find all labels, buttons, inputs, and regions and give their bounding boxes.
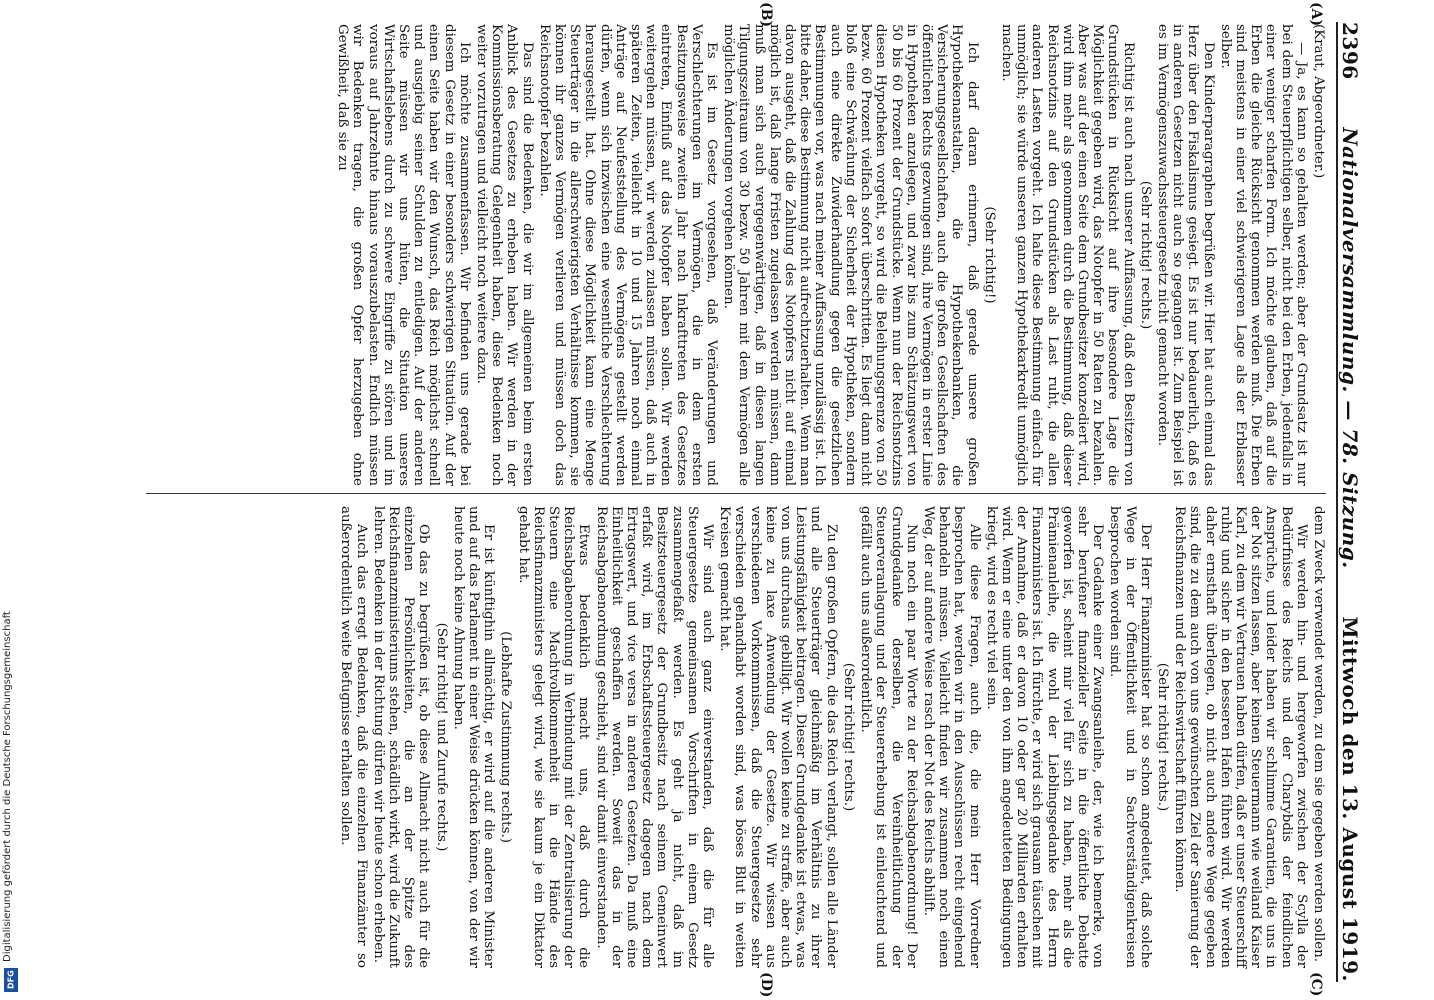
paragraph: Das sind die Bedenken, die wir im allgemeinen beim ersten Anblick des Gesetzes zu erheben haben. Wir werden in der Kommissionsberatung Gelegenheit haben, diese Bedenken noch weiter vorzutragen und vielleicht noch weitere dazu. <box>474 24 535 486</box>
interjection: (Lebhafte Zustimmung rechts.) <box>498 631 514 843</box>
paragraph: dem Zweck verwendet werden, zu dem sie gegeben werden sollen. <box>1311 506 1326 963</box>
margin-marker-b: (B) <box>758 2 774 28</box>
interjection: (Sehr richtig! rechts.) <box>1154 662 1170 812</box>
paragraph: Auch das erregt Bedenken, daß die einzelnen Finanzämter so außerordentlich weite Befugnisse erhalten sollen. <box>338 506 369 968</box>
paragraph: Wir werden hin- und hergeworfen zwischen der Scylla der Bedürfnisse des Reichs und der Charybdis der feindlichen Ansprüche, und leider haben wir schlimme Garantien, die uns in der Not sitzen lassen, aber keinen Steuermann wie weiland Kaiser Karl, zu dem wir Vertrauen haben dürfen, daß er unser Steuerschiff ruhig und sicher in den besseren Hafen führen wird. Wir werden daher ernsthaft überlegen, ob nicht auch andere Wege gegeben sind, die zu dem auch von uns gewünschten Ziel der Sanierung der Reichsfinanzen und der Reichswirtschaft führen können. <box>1172 506 1309 968</box>
paragraph: Ich darf daran erinnern, daß gerade unsere großen Hypothekenanstalten, die Hypothekenbanken, die Versicherungsgesellschaften, auch die großen Gesellschaften des öffentlichen Rechts gezwungen sind, ihre Vermögen in erster Linie in Hypotheken anzulegen, und zwar bis zum Schätzungswert von 50 bis 60 Prozent der Grundstücke. Wenn nun der Reichsnotzins diesen Hypotheken vorgeht, so wird die Beleihungsgrenze von 50 bezw. 60 Prozent vielfach sofort überschritten. Es liegt dann nicht bloß eine Schwächung der Sicherheit der Hypotheken, sondern auch eine direkte Zuwiderhandlung gegen die gesetzlichen Bestimmungen vor, was nach meiner Auffassung unzulässig ist. Ich bitte daher, diese Bestimmung nicht aufrechtzuerhalten. Wenn man davon ausgeht, daß die Zahlung des Notopfers nicht auf einmal möglich ist, daß lange Fristen zugelassen werden müssen, dann muß man sich auch vergegenwärtigen, daß in diesen langen Tilgungszeitraum von 30 bezw. 50 Jahren mit dem Vermögen alle möglichen Änderungen vorgehen können. <box>721 24 980 486</box>
left-text-column <box>333 24 1326 486</box>
page-header <box>1336 22 1374 982</box>
margin-marker-d: (D) <box>758 972 774 998</box>
speaker-line: (Kraut, Abgeordneter.) <box>1311 24 1326 179</box>
paragraph: Alle diese Fragen, auch die, die mein Herr Vorredner besprochen hat, werden wir in den Ausschüssen recht eingehend behandeln müssen. Vielleicht finden wir zusammen noch einen Weg, der auf andere Weise rasch der Not des Reichs abhilft. <box>920 506 982 968</box>
column-divider <box>146 493 1326 494</box>
interjection: (Sehr richtig! rechts.) <box>1137 180 1153 330</box>
interjection: (Sehr richtig!) <box>981 206 997 304</box>
page-number: 2396 <box>1338 22 1362 80</box>
interjection: (Sehr richtig! rechts.) <box>840 662 856 812</box>
paragraph: — Ja, es kann so gehalten werden; aber der Grundsatz ist nur bei dem Steuerpflichtigen selber, nicht bei den Erben, jedenfalls in einer weniger scharfen Form. Ich möchte glauben, daß auf die Erben die gleiche Rücksicht genommen werden muß. Die Erben sind meistens in einer viel schwierigeren Lage als der Erblasser selber. <box>1217 24 1309 486</box>
margin-marker-c: (C) <box>1308 972 1324 997</box>
paragraph: Nun noch ein paar Worte zu der Reichsabgabenordnung! Der Grundgedanke derselben, die Vereinheitlichung der Steuerveranlagung und der Steuererhebung ist einleuchtend und gefällt auch uns außerordentlich. <box>858 506 919 968</box>
paragraph: Der Herr Finanzminister hat so schon angedeutet, daß solche Wege in der Öffentlichkeit und in Sachverständigenkreisen besprochen worden sind. <box>1107 506 1153 968</box>
paragraph: Ich möchte zusammenfassen. Wir befinden uns gerade bei diesem Gesetz in einer besonders schwierigen Situation. Auf der einen Seite haben wir den Wunsch, das Reich möglichst schnell und ausgiebig seiner Schulden zu entledigen. Auf der anderen Seite müssen wir uns hüten, die Situation unseres Wirtschaftslebens durch zu schwere Eingriffe zu stören und im voraus auf Jahrzehnte hinaus vorauszubelasten. Endlich müssen wir Bedenken tragen, die großen Opfer herzugeben ohne Gewißheit, daß sie zu <box>335 24 472 486</box>
paragraph: Zu den großen Opfern, die das Reich verlangt, sollen alle Länder und alle Steuerträger gleichmäßig im Verhältnis zu ihrer Leistungsfähigkeit beitragen. Dieser Grundgedanke ist etwas, was von uns durchaus gebilligt. Wir wollen keine zu straffe, aber auch keine zu laxe Anwendung der Gesetze. Wir wissen aus verschiedenen Vorkommnissen, daß die Steuergesetze sehr verschieden gehandhabt worden sind, was böses Blut in weiten Kreisen gemacht hat. <box>717 506 839 968</box>
paragraph: Wir sind auch ganz einverstanden, daß die für alle Steuergesetze gemeinsamen Vorschriften in einem Gesetz zusammengefaßt werden. Es geht ja nicht, daß im Besitzsteuergesetz der Grundbesitz nach seinem Gemeinwert erfaßt wird, im Erbschaftssteuergesetz dagegen nach dem Ertragswert, und vice versa in anderen Gesetzen. Da muß eine Einheitlichkeit geschaffen werden. Soweit das in der Reichsabgabenordnung geschieht, sind wir damit einverstanden. <box>593 506 716 968</box>
session-title: Nationalversammlung. — 78. Sitzung. <box>1338 127 1362 569</box>
funding-note: Digitalisierung gefördert durch die Deutsche Forschungsgemeinschaft <box>2 611 13 962</box>
paragraph: Den Kinderparagraphen begrüßen wir. Hier hat auch einmal das Herz über den Fiskalismus gesiegt. Es ist nur bedauerlich, daß es in anderen Gesetzen nicht auch so gegangen ist. Zum Beispiel ist es im Vermögenszuwachssteuergesetz nicht gemacht worden. <box>1154 24 1216 486</box>
margin-marker-a: (A) <box>1308 2 1324 27</box>
paragraph: Ob das zu begrüßen ist, ob diese Allmacht nicht auch für die einzelnen Persönlichkeiten, die an der Spitze des Reichsfinanzministeriums stehen, schädlich wirkt, wird die Zukunft lehren. Bedenken in der Richtung dürfen wir heute schon erheben. <box>370 506 432 968</box>
paragraph: Etwas bedenklich macht uns, daß durch die Reichsabgabenordnung in Verbindung mit der Zentralisierung der Steuern eine Machtvollkommenheit in die Hände des Reichsfinanzministers gelegt wird, wie sie kaum je ein Diktator gehabt hat. <box>515 506 592 968</box>
interjection: (Sehr richtig! und Zurufe rechts.) <box>433 622 449 852</box>
paragraph: Der Gedanke einer Zwangsanleihe, der, wie ich bemerke, von sehr berufener finanzieller Seite in die öffentliche Debatte geworfen ist, scheint mir viel für sich zu haben, mehr als die Prämienanleihe, die wohl der Lieblingsgedanke des Herrn Finanzministers ist. Ich fürchte, er wird sich grausam täuschen mit der Annahme, daß er davon 10 oder gar 20 Milliarden erhalten wird. Wenn er eine unter den von ihm angedeuteten Bedingungen kriegt, wird es recht viel sein. <box>983 506 1106 968</box>
session-date: Mittwoch den 13. August 1919. <box>1338 616 1362 982</box>
paragraph: Er ist künftighin allmächtig, er wird auf die anderen Minister und auf das Parlament in einer Weise drücken können, von der wir heute noch keine Ahnung haben. <box>450 506 497 968</box>
paragraph: Es ist im Gesetz vorgesehen, daß Veränderungen und Verschlechterungen im Vermögen, die in dem ersten Besitzungsweise zweiten Jahr nach Inkrafttreten des Gesetzes eintreten, Einfluß auf das Notopfer haben sollen. Wir werden weitergehen müssen, wir werden zulassen müssen, daß auch in späteren Zeiten, vielleicht in 10 und 15 Jahren noch einmal Anträge auf Neufeststellung des Vermögens gestellt werden dürfen, wenn sich inzwischen eine wesentliche Verschlechterung herausgestellt hat. Ohne diese Möglichkeit kann eine Menge Steuerträger in die allerschwierigsten Verhältnisse kommen, sie können ihr ganzes Vermögen verlieren und müssen doch das Reichsnotopfer bezahlen. <box>536 24 720 486</box>
dfg-logo-icon: DFG <box>4 968 18 992</box>
paragraph: Richtig ist auch nach unserer Auffassung, daß den Besitzern von Grundstücken in Rücksicht auf ihre besondere Lage die Möglichkeit gegeben wird, das Notopfer in 50 Raten zu bezahlen. Aber was auf der einen Seite dem Grundbesitzer konzediert wird, wird ihm mehr als genommen durch die Bestimmung, daß dieser Reichsnotzins auf den Grundstücken als Last ruht, die allen anderen Lasten vorgeht. Ich halte diese Bestimmung einfach für unmöglich; sie würde unseren ganzen Hypothekarkredit unmöglich machen. <box>998 24 1136 486</box>
right-text-column <box>336 506 1326 968</box>
